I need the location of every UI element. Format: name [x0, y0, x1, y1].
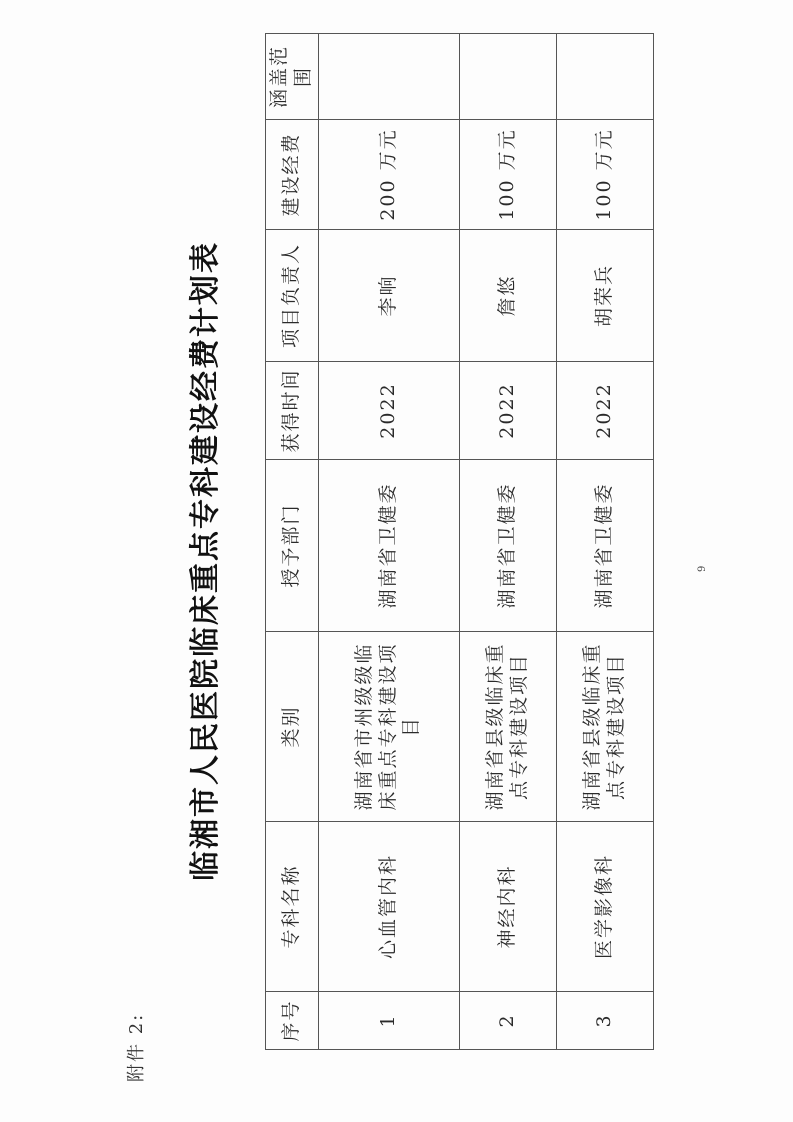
cell-granting-dept: 湖南省卫健委 — [318, 460, 459, 632]
header-year: 获得时间 — [266, 362, 319, 460]
cell-coverage — [556, 34, 653, 120]
cell-funding: 200 万元 — [318, 120, 459, 230]
cell-funding: 100 万元 — [459, 120, 556, 230]
attachment-label: 附件 2: — [126, 1012, 147, 1082]
cell-seq: 1 — [318, 992, 459, 1050]
page-number: 9 — [697, 565, 708, 572]
table-row — [556, 34, 653, 1050]
header-project-lead: 项目负责人 — [266, 230, 319, 362]
header-specialty-name: 专科名称 — [266, 822, 319, 992]
cell-year: 2022 — [459, 362, 556, 460]
cell-granting-dept: 湖南省卫健委 — [556, 460, 653, 632]
header-funding: 建设经费 — [266, 120, 319, 230]
cell-year: 2022 — [556, 362, 653, 460]
cell-coverage — [459, 34, 556, 120]
header-granting-dept: 授予部门 — [266, 460, 319, 632]
table-row — [459, 34, 556, 1050]
cell-coverage — [318, 34, 459, 120]
header-coverage: 涵盖范围 — [266, 34, 319, 120]
table-row — [318, 34, 459, 1050]
cell-specialty-name: 心血管内科 — [318, 822, 459, 992]
cell-category: 湖南省县级临床重点专科建设项目 — [556, 632, 653, 822]
cell-year: 2022 — [318, 362, 459, 460]
cell-category: 湖南省市州级级临床重点专科建设项目 — [318, 632, 459, 822]
document-title: 临湘市人民医院临床重点专科建设经费计划表 — [188, 241, 223, 881]
header-seq: 序号 — [266, 992, 319, 1050]
cell-project-lead: 李响 — [318, 230, 459, 362]
header-category: 类别 — [266, 632, 319, 822]
cell-granting-dept: 湖南省卫健委 — [459, 460, 556, 632]
cell-seq: 3 — [556, 992, 653, 1050]
cell-project-lead: 胡荣兵 — [556, 230, 653, 362]
cell-funding: 100 万元 — [556, 120, 653, 230]
table-header-row — [266, 34, 319, 1050]
cell-category: 湖南省县级临床重点专科建设项目 — [459, 632, 556, 822]
cell-specialty-name: 医学影像科 — [556, 822, 653, 992]
cell-seq: 2 — [459, 992, 556, 1050]
plan-table — [265, 33, 654, 1050]
cell-specialty-name: 神经内科 — [459, 822, 556, 992]
cell-project-lead: 詹悠 — [459, 230, 556, 362]
